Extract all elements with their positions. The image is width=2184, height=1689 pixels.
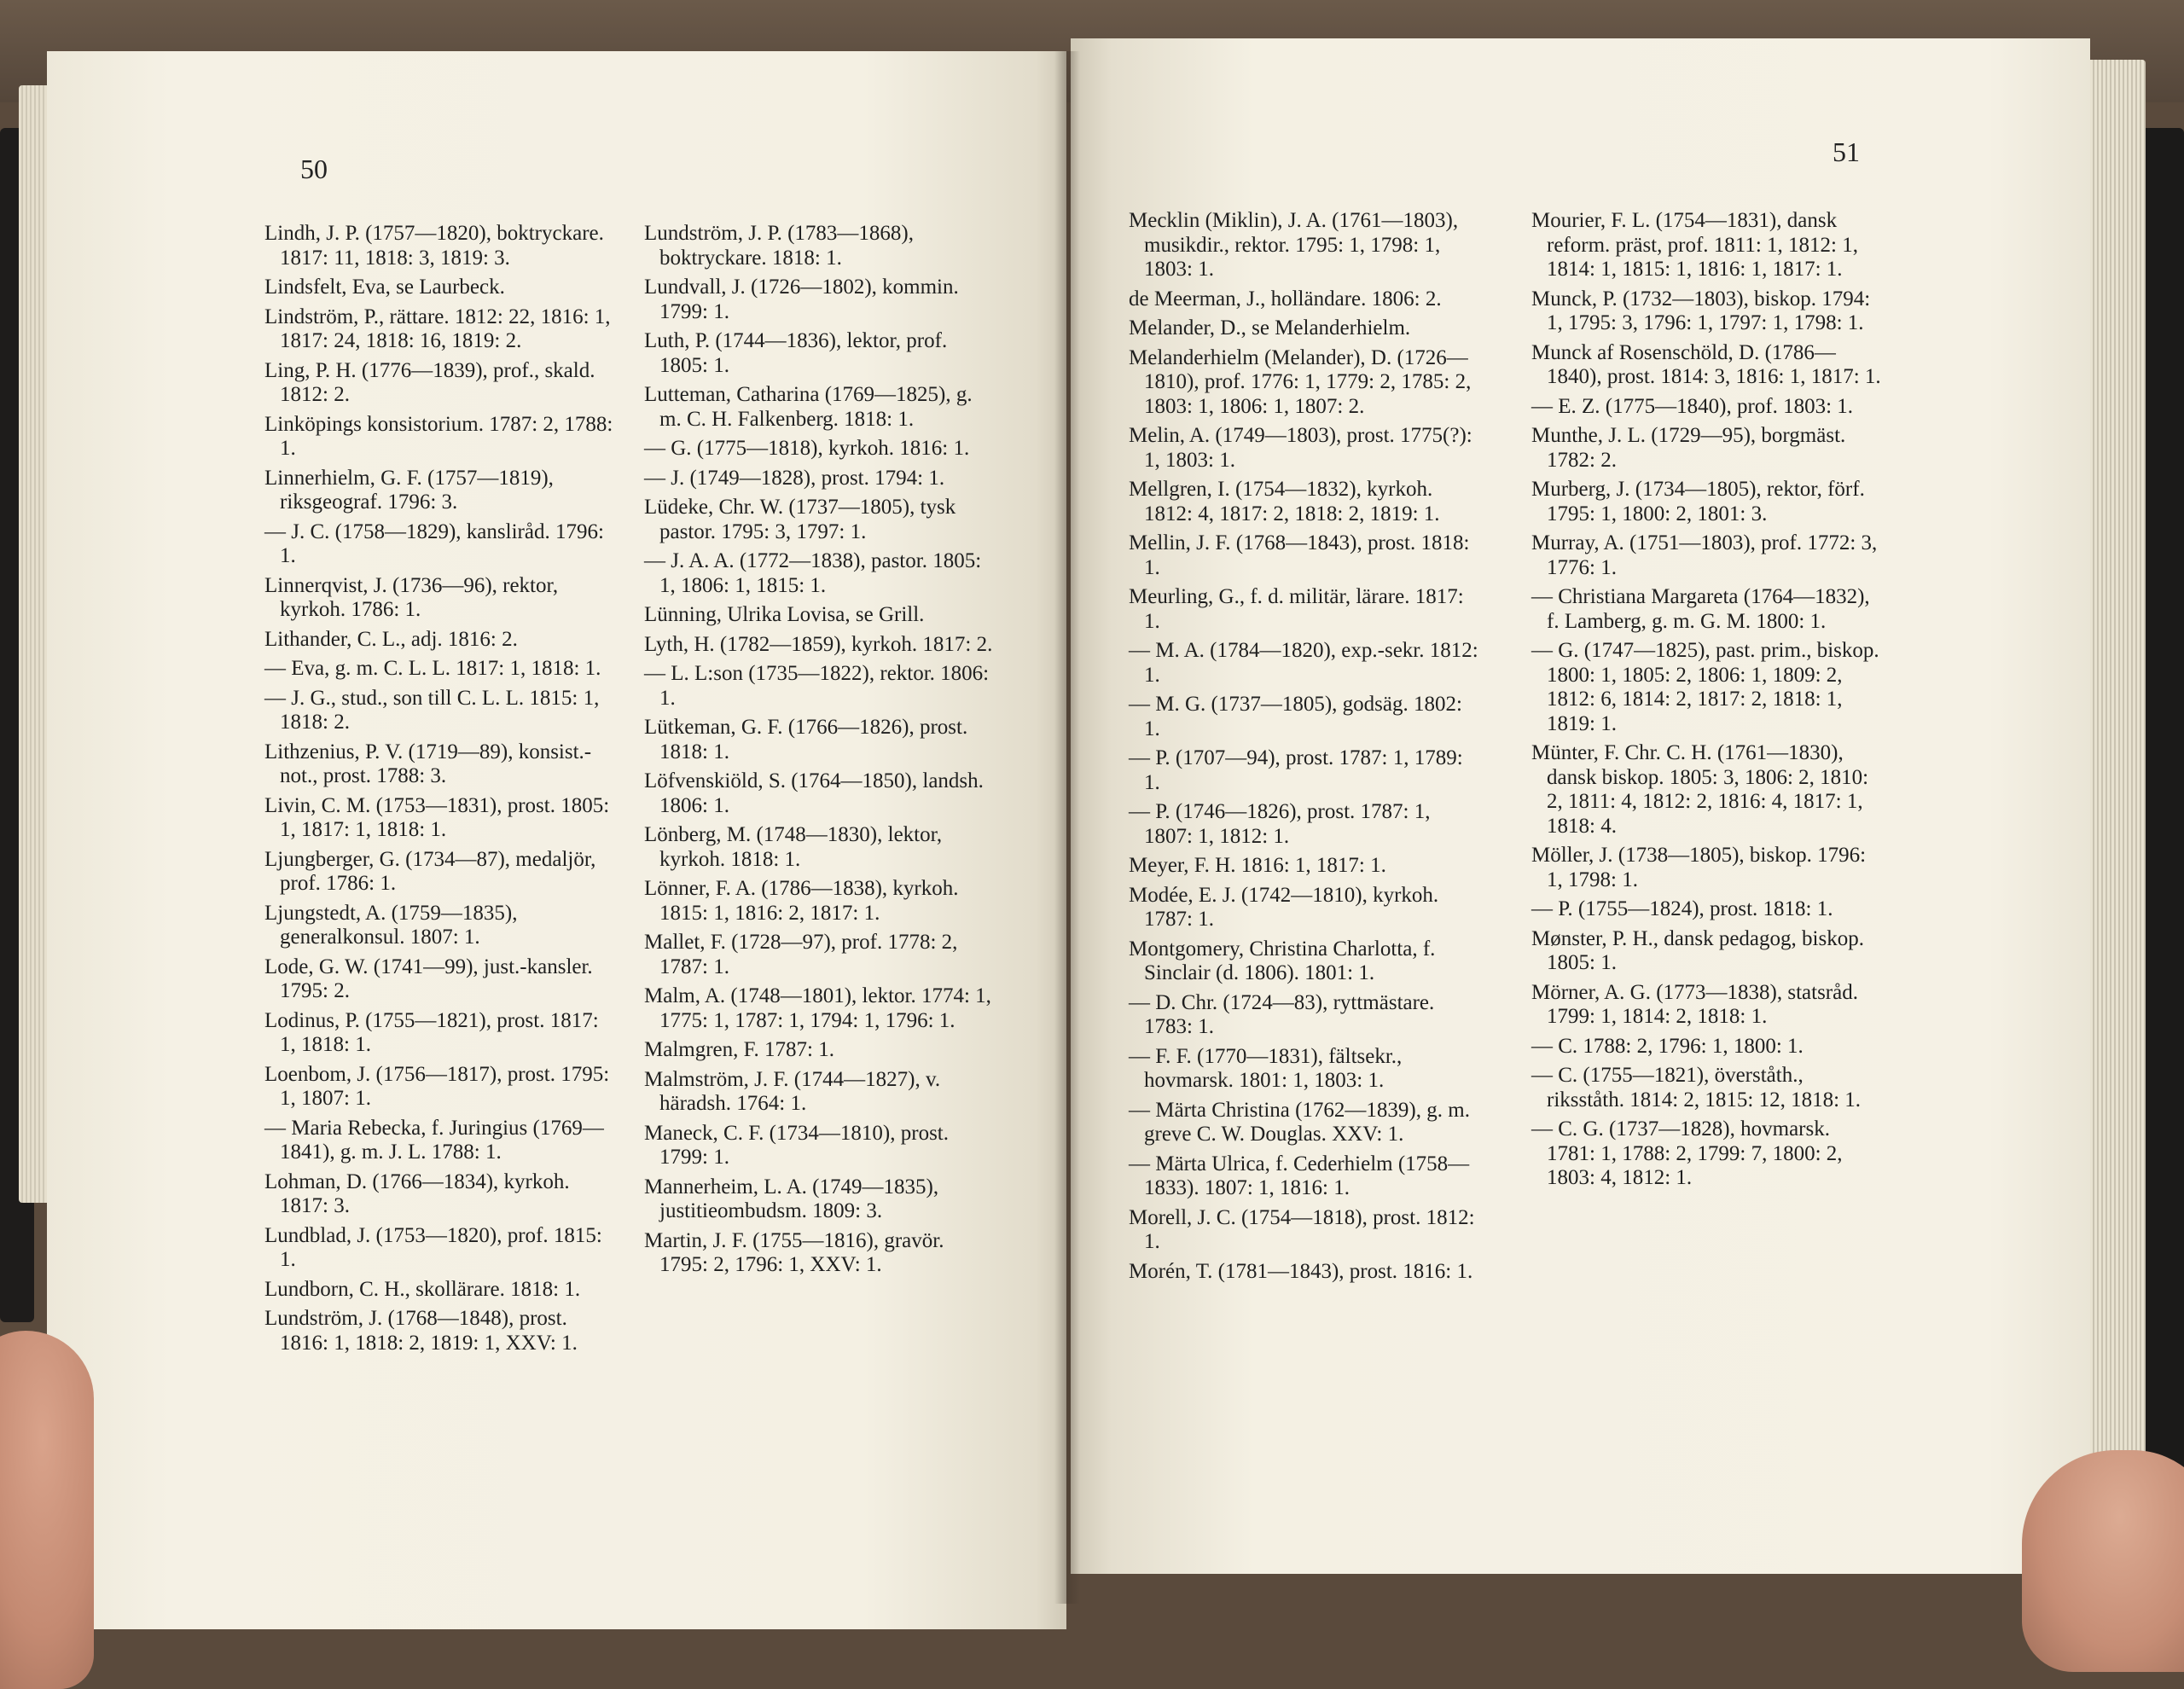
index-entry: Lönner, F. A. (1786—1838), kyrkoh. 1815: 1, 1816: 2, 1817: 1. bbox=[644, 877, 959, 925]
index-entry: Linnerhielm, G. F. (1757—1819), riksgeograf. 1796: 3. bbox=[264, 466, 554, 514]
index-entry: Lundström, J. (1768—1848), prost. 1816: 1, 1818: 2, 1819: 1, XXV: 1. bbox=[264, 1307, 578, 1355]
index-entry: Melander, D., se Melanderhielm. bbox=[1129, 316, 1411, 340]
index-entry: Murberg, J. (1734—1805), rektor, förf. 1795: 1, 1800: 2, 1801: 3. bbox=[1531, 478, 1865, 525]
index-entry: Meyer, F. H. 1816: 1, 1817: 1. bbox=[1129, 854, 1386, 877]
index-entry: Lundström, J. P. (1783—1868), boktryckare. 1818: 1. bbox=[644, 222, 914, 270]
index-entry: Lünning, Ulrika Lovisa, se Grill. bbox=[644, 603, 925, 626]
index-entry: — F. F. (1770—1831), fältsekr., hovmarsk. 1801: 1, 1803: 1. bbox=[1129, 1044, 1403, 1092]
index-entry: Mønster, P. H., dansk pedagog, biskop. 1805: 1. bbox=[1531, 926, 1864, 974]
index-entry: Morell, J. C. (1754—1818), prost. 1812: 1. bbox=[1129, 1205, 1475, 1253]
index-entry: — C. 1788: 2, 1796: 1, 1800: 1. bbox=[1531, 1034, 1804, 1058]
index-entry: Lönberg, M. (1748—1830), lektor, kyrkoh. 1818: 1. bbox=[644, 823, 943, 871]
index-entry: Mellin, J. F. (1768—1843), prost. 1818: 1. bbox=[1129, 531, 1470, 579]
left-page bbox=[47, 51, 1066, 1629]
index-entry: Morén, T. (1781—1843), prost. 1816: 1. bbox=[1129, 1259, 1473, 1283]
index-entry: Mourier, F. L. (1754—1831), dansk reform. präst, prof. 1811: 1, 1812: 1, 1814: 1, 1815: 1, 1816: 1, 1817: 1. bbox=[1531, 209, 1858, 281]
index-entry: — Eva, g. m. C. L. L. 1817: 1, 1818: 1. bbox=[264, 657, 601, 680]
book-gutter bbox=[1054, 51, 1080, 1604]
index-entry: Malmgren, F. 1787: 1. bbox=[644, 1038, 834, 1061]
index-entry: Linnerqvist, J. (1736—96), rektor, kyrkoh. 1786: 1. bbox=[264, 573, 559, 621]
index-entry: — C. G. (1737—1828), hovmarsk. 1781: 1, 1788: 2, 1799: 7, 1800: 2, 1803: 4, 1812: 1. bbox=[1531, 1117, 1843, 1189]
index-entry: Lindström, P., rättare. 1812: 22, 1816: 1, 1817: 24, 1818: 16, 1819: 2. bbox=[264, 305, 611, 352]
index-entry: — G. (1775—1818), kyrkoh. 1816: 1. bbox=[644, 437, 970, 460]
left-page-column-2 bbox=[644, 222, 994, 1283]
index-entry: Lutteman, Catharina (1769—1825), g. m. C. H. Falkenberg. 1818: 1. bbox=[644, 383, 973, 431]
right-page-column-1 bbox=[1129, 209, 1478, 1289]
index-entry: — J. A. A. (1772—1838), pastor. 1805: 1, 1806: 1, 1815: 1. bbox=[644, 549, 982, 597]
index-entry: Lodinus, P. (1755—1821), prost. 1817: 1, 1818: 1. bbox=[264, 1008, 599, 1056]
index-entry: — P. (1707—94), prost. 1787: 1, 1789: 1. bbox=[1129, 746, 1463, 794]
index-entry: Lundborn, C. H., skollärare. 1818: 1. bbox=[264, 1277, 581, 1301]
index-entry: Loenbom, J. (1756—1817), prost. 1795: 1, 1807: 1. bbox=[264, 1062, 610, 1110]
index-entry: Malm, A. (1748—1801), lektor. 1774: 1, 1775: 1, 1787: 1, 1794: 1, 1796: 1. bbox=[644, 984, 991, 1032]
index-entry: Melanderhielm (Melander), D. (1726—1810), prof. 1776: 1, 1779: 2, 1785: 2, 1803: 1, 1806: 1, 1807: 2. bbox=[1129, 345, 1472, 418]
index-entry: Lindsfelt, Eva, se Laurbeck. bbox=[264, 276, 505, 299]
thumb-left bbox=[0, 1331, 94, 1689]
right-page-column-2 bbox=[1531, 209, 1881, 1196]
index-entry: Lundblad, J. (1753—1820), prof. 1815: 1. bbox=[264, 1223, 602, 1271]
index-entry: Lithzenius, P. V. (1719—89), konsist.-not., prost. 1788: 3. bbox=[264, 740, 592, 787]
index-entry: Lyth, H. (1782—1859), kyrkoh. 1817: 2. bbox=[644, 632, 993, 656]
index-entry: — J. G., stud., son till C. L. L. 1815: 1, 1818: 2. bbox=[264, 686, 600, 734]
index-entry: Lindh, J. P. (1757—1820), boktryckare. 1817: 11, 1818: 3, 1819: 3. bbox=[264, 222, 604, 270]
index-entry: — M. A. (1784—1820), exp.-sekr. 1812: 1. bbox=[1129, 639, 1478, 687]
index-entry: — P. (1755—1824), prost. 1818: 1. bbox=[1531, 897, 1833, 920]
index-entry: Lode, G. W. (1741—99), just.-kansler. 1795: 2. bbox=[264, 955, 593, 1002]
index-entry: — C. (1755—1821), överståth., riksståth. 1814: 2, 1815: 12, 1818: 1. bbox=[1531, 1064, 1862, 1111]
index-entry: Munck af Rosenschöld, D. (1786—1840), prost. 1814: 3, 1816: 1, 1817: 1. bbox=[1531, 340, 1881, 388]
page-edges-right bbox=[2082, 60, 2146, 1501]
index-entry: — Christiana Margareta (1764—1832), f. Lamberg, g. m. G. M. 1800: 1. bbox=[1531, 585, 1870, 633]
page-number-left: 50 bbox=[300, 154, 328, 184]
index-entry: — D. Chr. (1724—83), ryttmästare. 1783: 1. bbox=[1129, 990, 1435, 1038]
index-entry: Lundvall, J. (1726—1802), kommin. 1799: 1. bbox=[644, 276, 959, 323]
index-entry: Ljungstedt, A. (1759—1835), generalkonsul. 1807: 1. bbox=[264, 901, 518, 949]
index-entry: Ljungberger, G. (1734—87), medaljör, prof. 1786: 1. bbox=[264, 847, 596, 895]
index-entry: Ling, P. H. (1776—1839), prof., skald. 1812: 2. bbox=[264, 358, 595, 406]
index-entry: Linköpings konsistorium. 1787: 2, 1788: 1. bbox=[264, 412, 613, 460]
thumb-right bbox=[2022, 1450, 2184, 1672]
index-entry: Martin, J. F. (1755—1816), gravör. 1795: 2, 1796: 1, XXV: 1. bbox=[644, 1228, 944, 1276]
index-entry: Lithander, C. L., adj. 1816: 2. bbox=[264, 627, 518, 651]
index-entry: — P. (1746—1826), prost. 1787: 1, 1807: 1, 1812: 1. bbox=[1129, 800, 1431, 848]
index-entry: Möller, J. (1738—1805), biskop. 1796: 1, 1798: 1. bbox=[1531, 844, 1867, 891]
index-entry: Murray, A. (1751—1803), prof. 1772: 3, 1776: 1. bbox=[1531, 531, 1878, 579]
index-entry: — E. Z. (1775—1840), prof. 1803: 1. bbox=[1531, 394, 1854, 418]
index-entry: Livin, C. M. (1753—1831), prost. 1805: 1, 1817: 1, 1818: 1. bbox=[264, 793, 610, 841]
index-entry: de Meerman, J., holländare. 1806: 2. bbox=[1129, 287, 1442, 311]
index-entry: — G. (1747—1825), past. prim., biskop. 1800: 1, 1805: 2, 1806: 1, 1809: 2, 1812: 6, 1814: 2, 1817: 2, 1818: 1, 1819: 1. bbox=[1531, 639, 1879, 735]
index-entry: Maneck, C. F. (1734—1810), prost. 1799: 1. bbox=[644, 1121, 949, 1169]
index-entry: Mörner, A. G. (1773—1838), statsråd. 1799: 1, 1814: 2, 1818: 1. bbox=[1531, 980, 1858, 1028]
index-entry: — Maria Rebecka, f. Juringius (1769—1841), g. m. J. L. 1788: 1. bbox=[264, 1116, 604, 1164]
index-entry: — J. C. (1758—1829), kansliråd. 1796: 1. bbox=[264, 519, 604, 567]
index-entry: Lohman, D. (1766—1834), kyrkoh. 1817: 3. bbox=[264, 1170, 570, 1217]
index-entry: Malmström, J. F. (1744—1827), v. häradsh. 1764: 1. bbox=[644, 1067, 941, 1115]
index-entry: Löfvenskiöld, S. (1764—1850), landsh. 1806: 1. bbox=[644, 769, 984, 817]
index-entry: Meurling, G., f. d. militär, lärare. 1817: 1. bbox=[1129, 585, 1464, 633]
book-cover-right bbox=[2141, 128, 2184, 1535]
index-entry: Mecklin (Miklin), J. A. (1761—1803), musikdir., rektor. 1795: 1, 1798: 1, 1803: 1. bbox=[1129, 209, 1459, 281]
index-entry: Munthe, J. L. (1729—95), borgmäst. 1782: 2. bbox=[1531, 424, 1846, 472]
index-entry: Mannerheim, L. A. (1749—1835), justitieombudsm. 1809: 3. bbox=[644, 1175, 939, 1222]
left-page-column-1 bbox=[264, 222, 614, 1361]
index-entry: — M. G. (1737—1805), godsäg. 1802: 1. bbox=[1129, 693, 1462, 740]
index-entry: Münter, F. Chr. C. H. (1761—1830), dansk biskop. 1805: 3, 1806: 2, 1810: 2, 1811: 4, 1812: 2, 1816: 4, 1817: 1, 1818: 4. bbox=[1531, 741, 1869, 838]
index-entry: Lüdeke, Chr. W. (1737—1805), tysk pastor. 1795: 3, 1797: 1. bbox=[644, 496, 956, 543]
index-entry: Modée, E. J. (1742—1810), kyrkoh. 1787: 1. bbox=[1129, 883, 1439, 931]
index-entry: Montgomery, Christina Charlotta, f. Sinclair (d. 1806). 1801: 1. bbox=[1129, 937, 1436, 984]
right-page bbox=[1071, 38, 2090, 1574]
index-entry: — J. (1749—1828), prost. 1794: 1. bbox=[644, 466, 945, 490]
index-entry: — L. L:son (1735—1822), rektor. 1806: 1. bbox=[644, 662, 990, 710]
index-entry: Lütkeman, G. F. (1766—1826), prost. 1818: 1. bbox=[644, 716, 968, 763]
index-entry: Melin, A. (1749—1803), prost. 1775(?): 1, 1803: 1. bbox=[1129, 424, 1472, 472]
index-entry: — Märta Ulrica, f. Cederhielm (1758—1833). 1807: 1, 1816: 1. bbox=[1129, 1152, 1470, 1199]
index-entry: Munck, P. (1732—1803), biskop. 1794: 1, 1795: 3, 1796: 1, 1797: 1, 1798: 1. bbox=[1531, 287, 1871, 334]
page-number-right: 51 bbox=[1833, 136, 1860, 167]
index-entry: Luth, P. (1744—1836), lektor, prof. 1805: 1. bbox=[644, 329, 948, 377]
index-entry: Mellgren, I. (1754—1832), kyrkoh. 1812: 4, 1817: 2, 1818: 2, 1819: 1. bbox=[1129, 478, 1440, 525]
index-entry: — Märta Christina (1762—1839), g. m. greve C. W. Douglas. XXV: 1. bbox=[1129, 1098, 1470, 1146]
index-entry: Mallet, F. (1728—97), prof. 1778: 2, 1787: 1. bbox=[644, 931, 958, 978]
